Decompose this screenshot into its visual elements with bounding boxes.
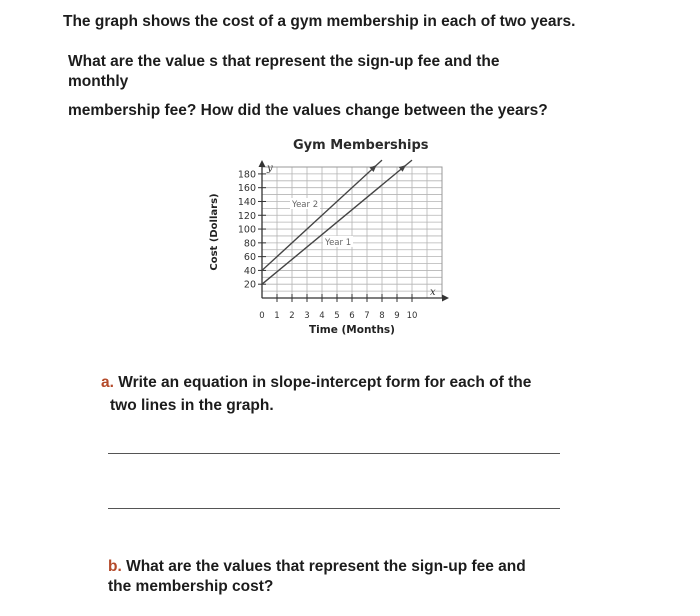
x-tick-label: 9 bbox=[394, 311, 400, 321]
question-ask-line-1: What are the value s that represent the sign-up fee and the bbox=[68, 53, 500, 70]
series-label-year-2: Year 2 bbox=[292, 199, 319, 210]
y-tick-label: 140 bbox=[237, 196, 256, 208]
part-b-letter: b. bbox=[108, 558, 122, 575]
part-a-line-2: two lines in the graph. bbox=[110, 397, 274, 414]
answer-line-2[interactable] bbox=[108, 508, 560, 509]
x-axis-letter: x bbox=[430, 287, 436, 298]
x-tick-label: 3 bbox=[304, 311, 310, 321]
y-tick-label: 180 bbox=[237, 169, 256, 181]
x-tick-label: 5 bbox=[334, 311, 340, 321]
y-tick-label: 60 bbox=[243, 252, 256, 264]
question-ask-line-3: membership fee? How did the values change between the years? bbox=[68, 102, 548, 119]
x-tick-label: 7 bbox=[364, 311, 370, 321]
y-axis-arrow bbox=[259, 160, 266, 167]
y-tick-label: 160 bbox=[237, 183, 256, 195]
chart-axes bbox=[258, 160, 449, 302]
x-tick-label: 4 bbox=[319, 311, 325, 321]
series-label-year-1: Year 1 bbox=[325, 237, 352, 248]
x-tick-label: 10 bbox=[406, 311, 418, 321]
x-tick-label: 8 bbox=[379, 311, 385, 321]
x-axis-arrow bbox=[442, 295, 449, 302]
question-ask-line-2: monthly bbox=[68, 73, 129, 90]
x-axis-title: Time (Months) bbox=[309, 324, 395, 336]
y-tick-label: 120 bbox=[237, 210, 256, 222]
question-intro: The graph shows the cost of a gym membership in each of two years. bbox=[63, 13, 576, 30]
x-tick-label: 2 bbox=[289, 311, 295, 321]
part-a-line-1 bbox=[101, 373, 531, 393]
chart-grid bbox=[262, 167, 442, 298]
y-axis-letter: y bbox=[267, 163, 273, 174]
part-a-letter: a. bbox=[101, 374, 114, 391]
answer-line-1[interactable] bbox=[108, 453, 560, 454]
y-tick-label: 80 bbox=[243, 238, 256, 250]
part-b-line-1 bbox=[108, 557, 526, 577]
chart-title: Gym Memberships bbox=[293, 138, 429, 153]
y-tick-label: 40 bbox=[243, 265, 256, 277]
part-b-text: What are the values that represent the sign-up fee and bbox=[121, 558, 526, 575]
x-tick-label: 0 bbox=[259, 311, 265, 321]
x-tick-label: 6 bbox=[349, 311, 355, 321]
x-tick-label: 1 bbox=[274, 311, 280, 321]
part-b-line-2: the membership cost? bbox=[108, 578, 274, 595]
y-axis-title: Cost (Dollars) bbox=[209, 193, 220, 271]
y-tick-label: 100 bbox=[237, 224, 256, 236]
y-tick-label: 20 bbox=[243, 279, 256, 291]
part-a-text: Write an equation in slope-intercept form for each of the bbox=[113, 374, 532, 391]
